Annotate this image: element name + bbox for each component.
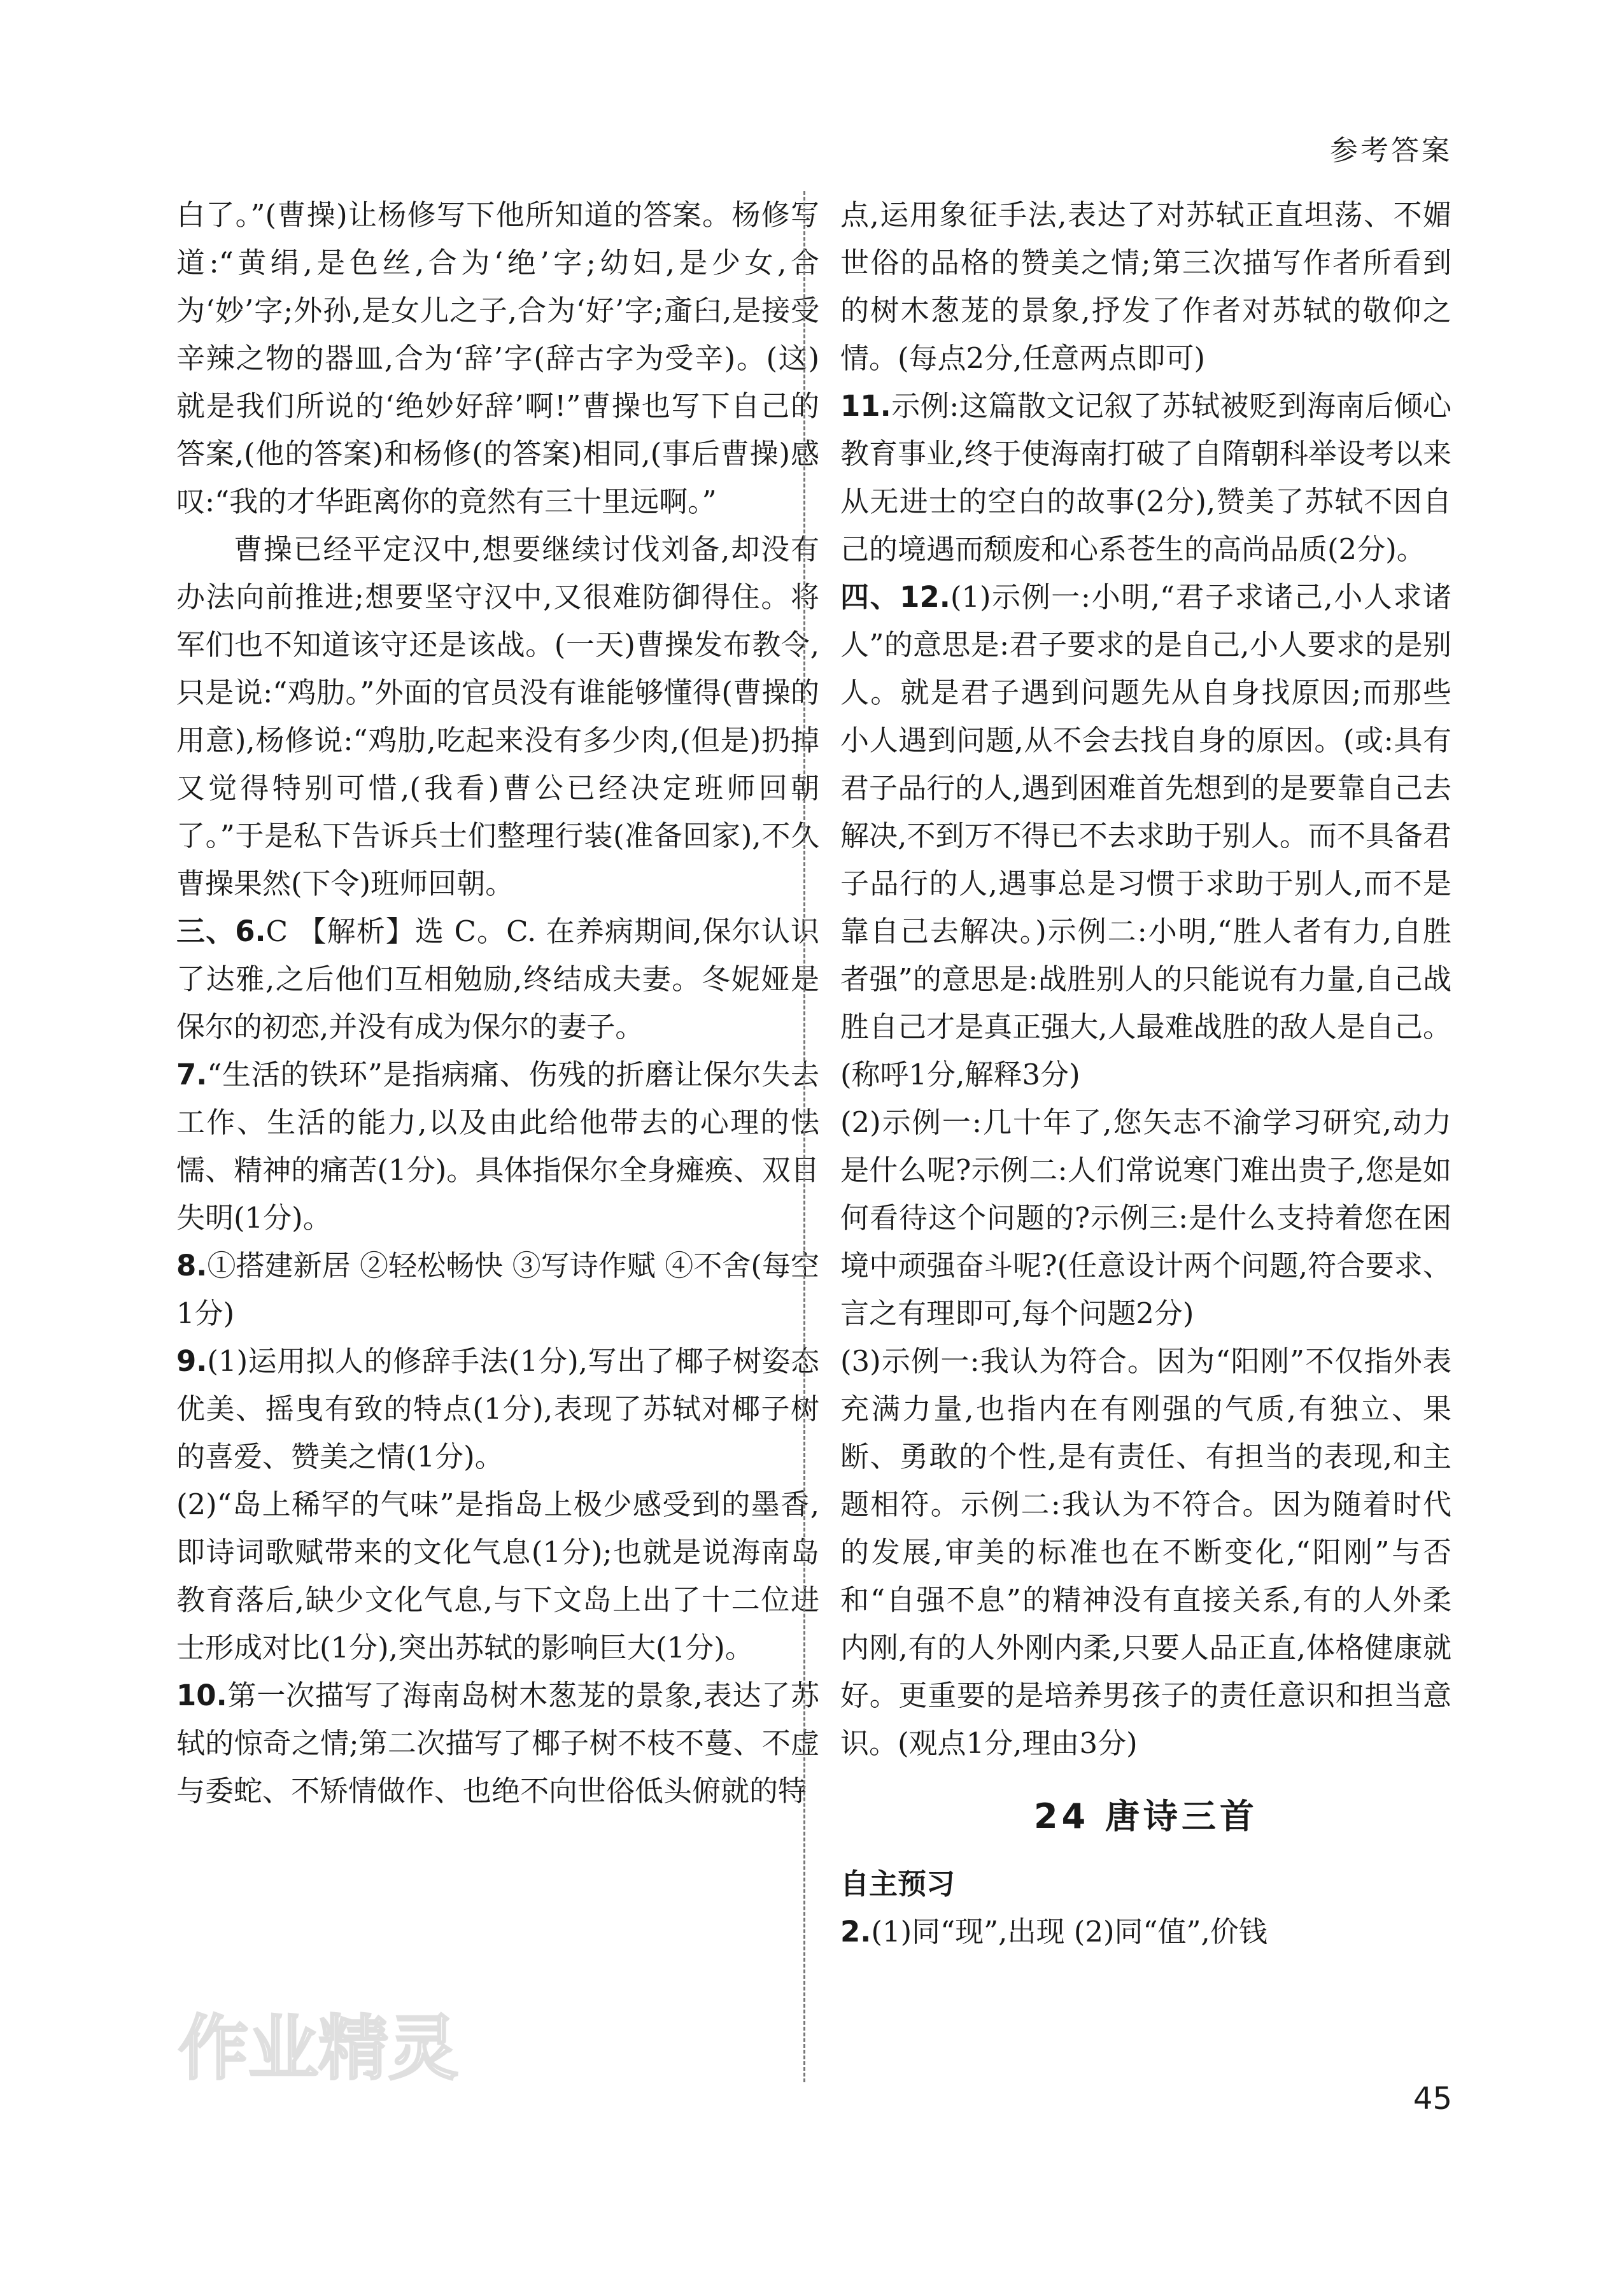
question-number: 7.	[176, 1058, 208, 1091]
answer-paragraph: (3)示例一:我认为符合。因为“阳刚”不仅指外表充满力量,也指内在有刚强的气质,有独立、果断、勇敢的个性,是有责任、有担当的表现,和主题相符。示例二:我认为不符合。因为随着时代的发展,审美的标准也在不断变化,“阳刚”与否和“自强不息”的精神没有直接关系,有的人外柔内刚,有的人外刚内柔,只要人品正直,体格健康就好。更重要的是培养男孩子的责任意识和担当意识。(观点1分,理由3分)	[840, 1344, 1451, 1760]
answer-paragraph	[176, 1242, 819, 1337]
answer-text: C 【解析】选 C。C. 在养病期间,保尔认识了达雅,之后他们互相勉励,终结成夫妻。冬妮娅是保尔的初恋,并没有成为保尔的妻子。	[176, 914, 820, 1044]
right-column	[840, 191, 1451, 1956]
answer-paragraph	[176, 1672, 819, 1815]
question-number: 四、12.	[840, 580, 950, 614]
left-column	[176, 191, 819, 1815]
answer-text: 示例:这篇散文记叙了苏轼被贬到海南后倾心教育事业,终于使海南打破了自隋朝科举设考以来从无进士的空白的故事(2分),赞美了苏轼不因自己的境遇而颓废和心系苍生的高尚品质(2分)。	[840, 389, 1451, 566]
answer-text: (1)运用拟人的修辞手法(1分),写出了椰子树姿态优美、摇曳有致的特点(1分),表现了苏轼对椰子树的喜爱、赞美之情(1分)。	[176, 1344, 819, 1473]
question-number: 10.	[176, 1679, 227, 1712]
answer-text: “生活的铁环”是指病痛、伤残的折磨让保尔失去工作、生活的能力,以及由此给他带去的心理的怯懦、精神的痛苦(1分)。具体指保尔全身瘫痪、双目失明(1分)。	[176, 1058, 819, 1235]
question-number: 2.	[840, 1915, 872, 1949]
answer-paragraph	[176, 907, 819, 1051]
answer-paragraph: 点,运用象征手法,表达了对苏轼正直坦荡、不媚世俗的品格的赞美之情;第三次描写作者所看到的树木葱茏的景象,抒发了作者对苏轼的敬仰之情。(每点2分,任意两点即可)	[840, 198, 1451, 375]
answer-text: (1)示例一:小明,“君子求诸己,小人求诸人”的意思是:君子要求的是自己,小人要求的是别人。就是君子遇到问题先从自身找原因;而那些小人遇到问题,从不会去找自身的原因。(或:具有君子品行的人,遇到困难首先想到的是要靠自己去解决,不到万不得已不去求助于别人。而不具备君子品行的人,遇事总是习惯于求助于别人,而不是靠自己去解决。)示例二:小明,“胜人者有力,自胜者强”的意思是:战胜别人的只能说有力量,自己战胜自己才是真正强大,人最难战胜的敌人是自己。(称呼1分,解释3分)	[840, 580, 1451, 1091]
question-number: 三、6.	[176, 914, 266, 948]
question-number: 9.	[176, 1344, 208, 1378]
watermark-text: 作业精灵	[178, 2008, 458, 2089]
answer-paragraph: (2)示例一:几十年了,您矢志不渝学习研究,动力是什么呢?示例二:人们常说寒门难出贵子,您是如何看待这个问题的?示例三:是什么支持着您在困境中顽强奋斗呢?(任意设计两个问题,符合要求、言之有理即可,每个问题2分)	[840, 1105, 1451, 1330]
subsection-title: 自主预习	[840, 1867, 956, 1901]
question-number: 11.	[840, 389, 891, 423]
answer-text: 第一次描写了海南岛树木葱茏的景象,表达了苏轼的惊奇之情;第二次描写了椰子树不枝不蔓、不虚与委蛇、不矫情做作、也绝不向世俗低头俯就的特	[176, 1679, 819, 1808]
answer-paragraph	[840, 573, 1451, 1098]
section-title: 24 唐诗三首	[1034, 1796, 1258, 1836]
answer-paragraph: 白了。”(曹操)让杨修写下他所知道的答案。杨修写道:“黄绢,是色丝,合为‘绝’字;幼妇,是少女,合为‘妙’字;外孙,是女儿之子,合为‘好’字;齑臼,是接受辛辣之物的器皿,合为‘辞’字(辞古字为受辛)。(这)就是我们所说的‘绝妙好辞’啊!”曹操也写下自己的答案,(他的答案)和杨修(的答案)相同,(事后曹操)感叹:“我的才华距离你的竟然有三十里远啊。”	[176, 198, 819, 518]
answer-paragraph	[176, 1051, 819, 1242]
answer-text: (1)同“现”,出现 (2)同“值”,价钱	[871, 1915, 1267, 1949]
answer-paragraph	[840, 1908, 1451, 1956]
answer-paragraph: (2)“岛上稀罕的气味”是指岛上极少感受到的墨香,即诗词歌赋带来的文化气息(1分);也就是说海南岛教育落后,缺少文化气息,与下文岛上出了十二位进士形成对比(1分),突出苏轼的影响巨大(1分)。	[176, 1487, 819, 1665]
page-header-title: 参考答案	[1330, 134, 1452, 167]
question-number: 8.	[176, 1249, 208, 1282]
watermark-logo	[172, 1999, 471, 2095]
page-number: 45	[1413, 2081, 1452, 2117]
answer-text: ①搭建新居 ②轻松畅快 ③写诗作赋 ④不舍(每空1分)	[176, 1249, 819, 1330]
answer-paragraph: 曹操已经平定汉中,想要继续讨伐刘备,却没有办法向前推进;想要坚守汉中,又很难防御得住。将军们也不知道该守还是该战。(一天)曹操发布教令,只是说:“鸡肋。”外面的官员没有谁能够懂得(曹操的用意),杨修说:“鸡肋,吃起来没有多少肉,(但是)扔掉又觉得特别可惜,(我看)曹公已经决定班师回朝了。”于是私下告诉兵士们整理行装(准备回家),不久曹操果然(下令)班师回朝。	[176, 532, 819, 900]
column-divider	[803, 191, 805, 2082]
answer-paragraph	[176, 1337, 819, 1480]
answer-paragraph	[840, 382, 1451, 573]
